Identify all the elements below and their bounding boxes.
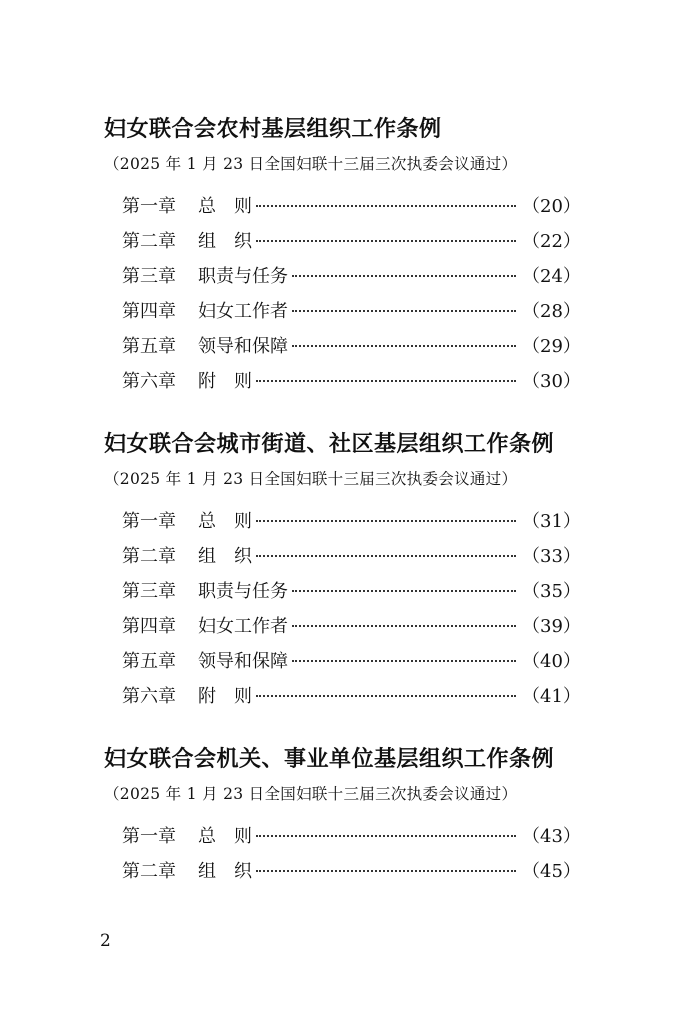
footer-page-number: 2 [100,931,111,951]
chapter-number: 第六章 [122,371,176,392]
chapter-title: 总 则 [198,826,252,847]
section-title: 妇女联合会机关、事业单位基层组织工作条例 [104,747,555,772]
chapter-number: 第六章 [122,686,176,707]
dot-leader [256,205,516,207]
page-number: （31） [522,511,581,532]
dot-leader [292,660,516,662]
page-number: （33） [522,546,581,567]
chapter-number: 第五章 [122,651,176,672]
dot-leader [256,555,516,557]
page-number: （41） [522,686,581,707]
chapter-title: 组 织 [198,231,252,252]
chapter-title: 妇女工作者 [198,301,288,322]
chapter-title: 附 则 [198,371,252,392]
dot-leader [256,240,516,242]
section-title: 妇女联合会农村基层组织工作条例 [104,117,442,142]
chapter-title: 总 则 [198,511,252,532]
chapter-number: 第二章 [122,231,176,252]
dot-leader [256,520,516,522]
chapter-title: 职责与任务 [198,581,288,602]
dot-leader [292,275,516,277]
chapter-number: 第三章 [122,266,176,287]
page-number: （20） [522,196,581,217]
chapter-title: 总 则 [198,196,252,217]
toc-entry[interactable] [122,858,581,886]
toc-entry[interactable] [122,368,581,396]
page-number: （30） [522,371,581,392]
toc-entry[interactable] [122,683,581,711]
dot-leader [256,380,516,382]
toc-entry[interactable] [122,648,581,676]
page-number: （39） [522,616,581,637]
chapter-title: 妇女工作者 [198,616,288,637]
chapter-title: 组 织 [198,861,252,882]
page-number: （22） [522,231,581,252]
chapter-title: 组 织 [198,546,252,567]
toc-entry[interactable] [122,613,581,641]
toc-entry[interactable] [122,263,581,291]
section-note: （2025 年 1 月 23 日全国妇联十三届三次执委会议通过） [104,470,518,488]
page-number: （40） [522,651,581,672]
toc-entry[interactable] [122,333,581,361]
chapter-number: 第四章 [122,301,176,322]
toc-entry[interactable] [122,543,581,571]
chapter-number: 第一章 [122,196,176,217]
dot-leader [292,590,516,592]
dot-leader [292,310,516,312]
chapter-title: 领导和保障 [198,336,288,357]
page-number: （24） [522,266,581,287]
section-note: （2025 年 1 月 23 日全国妇联十三届三次执委会议通过） [104,155,518,173]
page-number: （29） [522,336,581,357]
chapter-number: 第一章 [122,826,176,847]
toc-entry[interactable] [122,823,581,851]
toc-entry[interactable] [122,578,581,606]
chapter-number: 第二章 [122,861,176,882]
chapter-number: 第五章 [122,336,176,357]
dot-leader [292,345,516,347]
dot-leader [256,695,516,697]
toc-entry[interactable] [122,228,581,256]
chapter-title: 领导和保障 [198,651,288,672]
chapter-number: 第二章 [122,546,176,567]
page-number: （43） [522,826,581,847]
page-number: （28） [522,301,581,322]
toc-entry[interactable] [122,508,581,536]
page-number: （45） [522,861,581,882]
chapter-number: 第三章 [122,581,176,602]
toc-entry[interactable] [122,193,581,221]
section-title: 妇女联合会城市街道、社区基层组织工作条例 [104,432,555,457]
dot-leader [292,625,516,627]
dot-leader [256,835,516,837]
chapter-title: 职责与任务 [198,266,288,287]
chapter-title: 附 则 [198,686,252,707]
page-number: （35） [522,581,581,602]
toc-entry[interactable] [122,298,581,326]
chapter-number: 第一章 [122,511,176,532]
chapter-number: 第四章 [122,616,176,637]
dot-leader [256,870,516,872]
section-note: （2025 年 1 月 23 日全国妇联十三届三次执委会议通过） [104,785,518,803]
